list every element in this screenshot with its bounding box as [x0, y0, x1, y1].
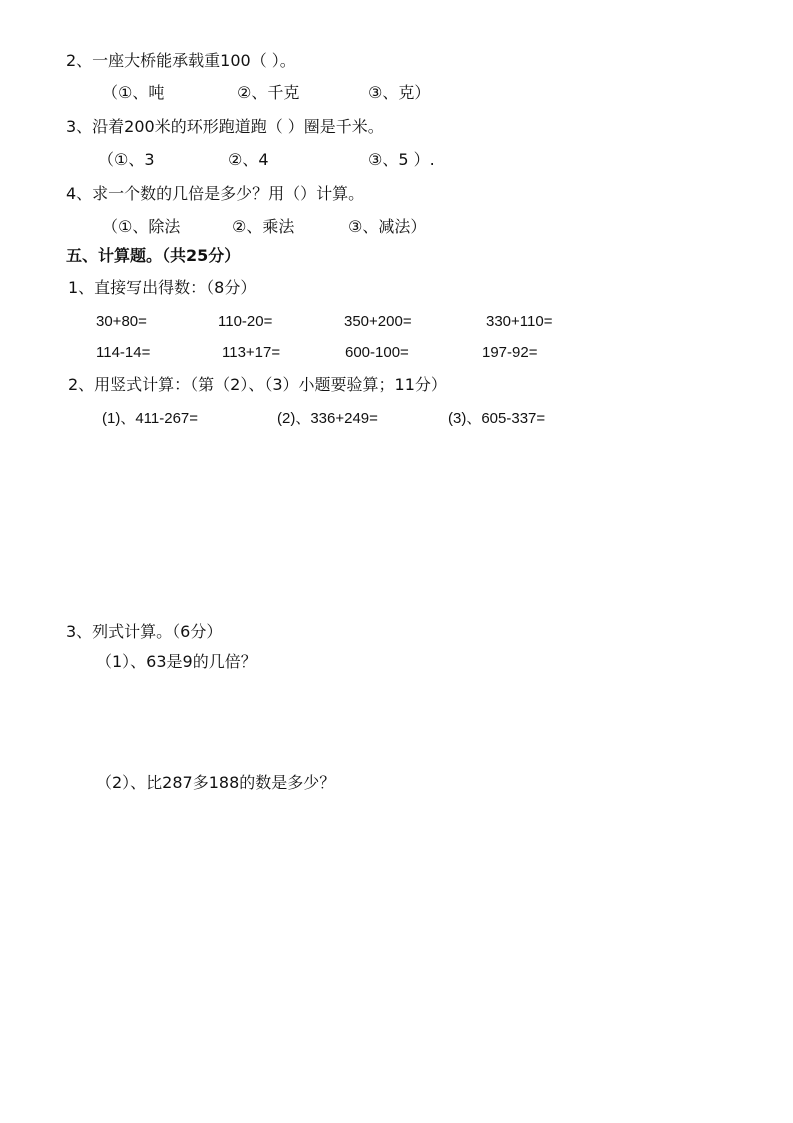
word-problem-2: （2）、比287多188的数是多少？	[96, 773, 336, 792]
mental-math-2-2: 113+17=	[222, 344, 281, 361]
mental-math-1-1: 30+80=	[96, 313, 147, 330]
mental-math-1-3: 350+200=	[344, 313, 412, 330]
question-2-option-2: ②、千克	[237, 83, 300, 102]
mental-math-1-2: 110-20=	[218, 313, 273, 330]
question-2-stem: 2、一座大桥能承载重100（ ）。	[66, 51, 296, 70]
mental-math-2-3: 600-100=	[345, 344, 409, 361]
question-3-option-2: ②、4	[228, 150, 269, 169]
vertical-calc-1: (1)、411-267=	[102, 410, 199, 427]
question-4-option-1: （①、除法	[102, 217, 181, 236]
part-3-title: 3、列式计算。（6分）	[66, 622, 223, 641]
question-3-option-3: ③、5 ）.	[368, 150, 435, 169]
mental-math-1-4: 330+110=	[486, 313, 553, 330]
vertical-calc-2: (2)、336+249=	[277, 410, 378, 427]
question-4-option-2: ②、乘法	[232, 217, 295, 236]
part-2-title: 2、用竖式计算：（第（2）、（3）小题要验算；11分）	[68, 375, 447, 394]
question-2-option-3: ③、克）	[368, 83, 431, 102]
part-1-title: 1、直接写出得数：（8分）	[68, 278, 257, 297]
question-4-stem: 4、求一个数的几倍是多少？用（）计算。	[66, 184, 365, 203]
mental-math-2-4: 197-92=	[482, 344, 538, 361]
vertical-calc-3: (3)、605-337=	[448, 410, 546, 427]
question-4-option-3: ③、减法）	[348, 217, 427, 236]
question-3-stem: 3、沿着200米的环形跑道跑（ ）圈是千米。	[66, 117, 384, 136]
section-5-title: 五、计算题。（共25分）	[66, 246, 241, 265]
word-problem-1: （1）、63是9的几倍？	[96, 652, 257, 671]
question-3-option-1: （①、3	[98, 150, 155, 169]
mental-math-2-1: 114-14=	[96, 344, 151, 361]
question-2-option-1: （①、吨	[102, 83, 165, 102]
